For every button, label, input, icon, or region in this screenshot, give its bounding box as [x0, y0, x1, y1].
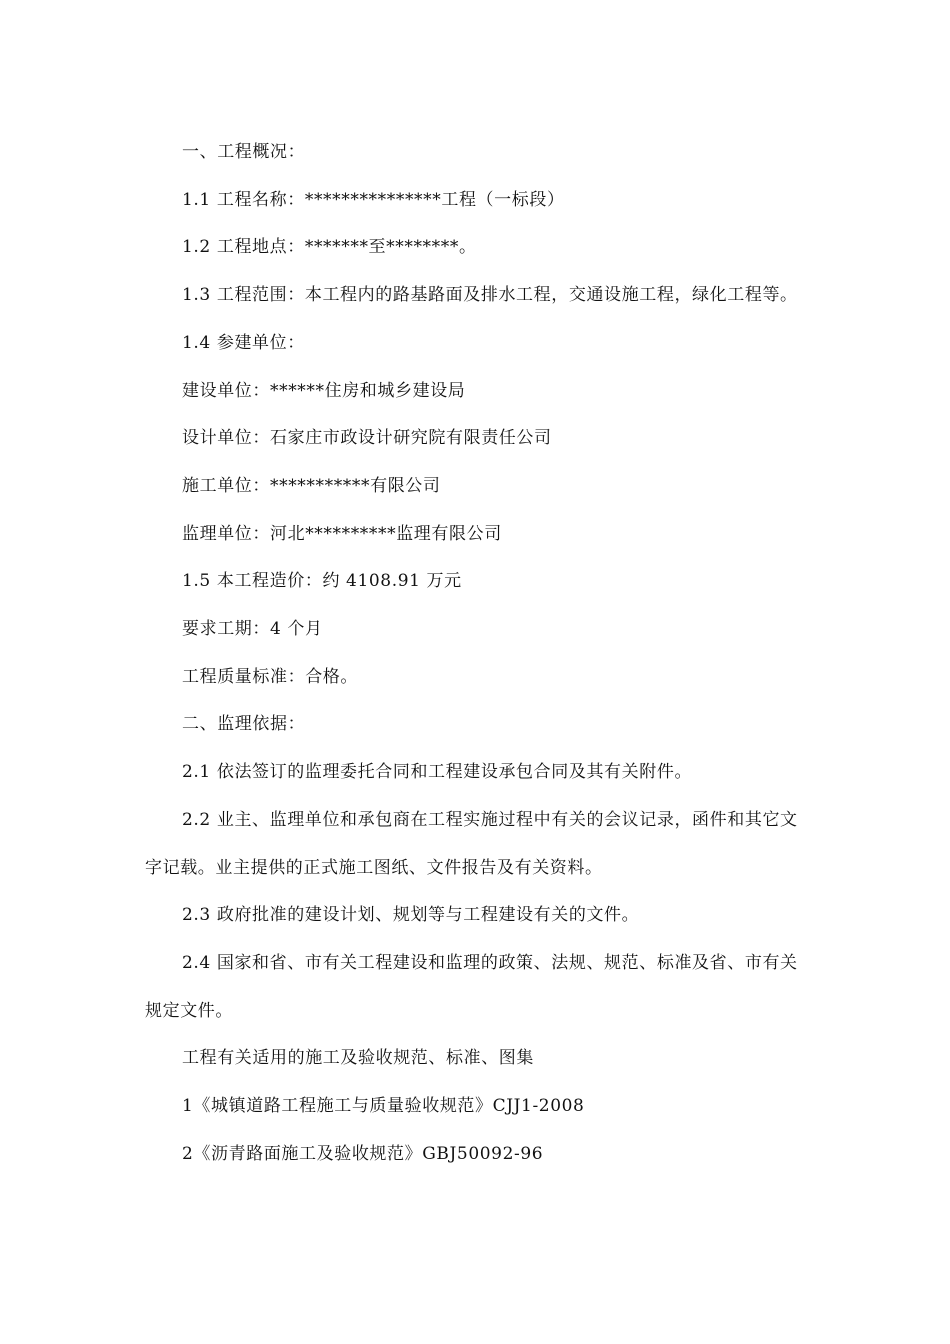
basis-item-2-1: 2.1 依法签订的监理委托合同和工程建设承包合同及其有关附件。: [182, 762, 693, 783]
quality-standard: 工程质量标准：合格。: [182, 666, 358, 687]
design-unit: 设计单位：石家庄市政设计研究院有限责任公司: [182, 428, 552, 449]
basis-item-2-3: 2.3 政府批准的建设计划、规划等与工程建设有关的文件。: [182, 905, 640, 926]
standard-item-2: 2《沥青路面施工及验收规范》GBJ50092-96: [182, 1143, 544, 1164]
project-cost: 1.5 本工程造价：约 4108.91 万元: [182, 571, 462, 592]
participating-units: 1.4 参建单位：: [182, 332, 305, 353]
basis-item-2-2: 2.2 业主、监理单位和承包商在工程实施过程中有关的会议记录，函件和其它文字记载。业主提供的正式施工图纸、文件报告及有关资料。: [145, 809, 798, 878]
standard-item-1: 1《城镇道路工程施工与质量验收规范》CJJ1-2008: [182, 1096, 585, 1117]
supervision-unit: 监理单位：河北**********监理有限公司: [182, 523, 502, 544]
section-heading-basis: 二、监理依据：: [182, 714, 306, 735]
project-name: 1.1 工程名称：***************工程（一标段）: [182, 189, 565, 210]
required-duration: 要求工期：4 个月: [182, 619, 323, 640]
project-scope: 1.3 工程范围：本工程内的路基路面及排水工程，交通设施工程，绿化工程等。: [182, 285, 798, 306]
standards-heading: 工程有关适用的施工及验收规范、标准、图集: [182, 1048, 534, 1069]
construction-owner: 建设单位：******住房和城乡建设局: [182, 380, 466, 401]
section-heading-overview: 一、工程概况：: [182, 142, 306, 162]
contractor-unit: 施工单位：***********有限公司: [182, 475, 441, 496]
basis-item-2-4: 2.4 国家和省、市有关工程建设和监理的政策、法规、规范、标准及省、市有关规定文件。: [145, 952, 798, 1021]
project-location: 1.2 工程地点：*******至********。: [182, 237, 477, 258]
document-body: [145, 129, 810, 1178]
